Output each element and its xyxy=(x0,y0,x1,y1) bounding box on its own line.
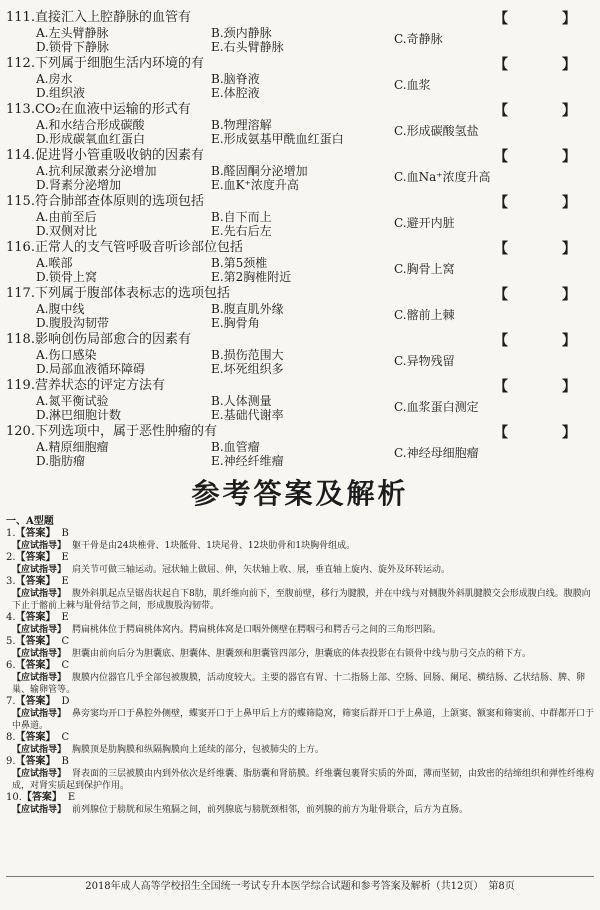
question-stem: 119.营养状态的评定方法有 xyxy=(6,378,165,393)
answer-bracket: 【 】 xyxy=(494,103,596,119)
option-e: E.坏死组织多 xyxy=(211,362,284,376)
answer-bracket: 【 】 xyxy=(494,333,596,349)
option-e: E.胸骨角 xyxy=(211,316,260,330)
option-d: D.锁骨下静脉 xyxy=(36,40,110,54)
question-item xyxy=(6,148,598,194)
option-e: E.第2胸椎附近 xyxy=(211,270,292,284)
answer-number: 10. xyxy=(6,792,22,803)
guide-tag: 【应试指导】 xyxy=(12,709,67,719)
question-item xyxy=(6,194,598,240)
answer-bracket: 【 】 xyxy=(494,425,596,441)
option-c: C.血浆 xyxy=(394,78,431,92)
option-d: D.肾素分泌增加 xyxy=(36,178,122,192)
guide-text: 腹外斜肌起点呈锯齿状起自下8肋，肌纤维向前下，至腹前壁，移行为腱膜，并在中线与对侧腹外斜肌腱膜交会形成腹白线。腹膜向下止于髂前上棘与耻骨结节之间，形成腹股沟韧带。 xyxy=(12,589,591,611)
option-b: B.颈内静脉 xyxy=(211,26,272,40)
guide-tag: 【应试指导】 xyxy=(12,649,67,659)
answer-bracket: 【 】 xyxy=(494,195,596,211)
option-d: D.形成碳氧血红蛋白 xyxy=(36,132,146,146)
option-d: D.锁骨上窝 xyxy=(36,270,98,284)
option-a: A.喉部 xyxy=(36,256,73,270)
question-item xyxy=(6,286,598,332)
explanation xyxy=(12,708,598,732)
guide-text: 前列腺位于膀胱和尿生殖膈之间，前列腺底与膀胱颈相邻，前列腺的前方为耻骨联合，后方为直肠。 xyxy=(72,805,469,815)
answer-bracket: 【 】 xyxy=(494,379,596,395)
answer-tag: 【答案】 xyxy=(15,756,56,767)
explanation xyxy=(12,804,598,816)
answer-tag: 【答案】 xyxy=(21,792,62,803)
option-d: D.局部血液循环障碍 xyxy=(36,362,146,376)
option-c: C.避开内脏 xyxy=(394,216,455,230)
question-stem: 120.下列选项中，属于恶性肿瘤的有 xyxy=(6,424,217,439)
answer-row xyxy=(6,660,598,672)
answer-section xyxy=(6,516,598,816)
option-c: C.血Na⁺浓度升高 xyxy=(394,170,491,184)
answer-tag: 【答案】 xyxy=(15,528,56,539)
answer-tag: 【答案】 xyxy=(15,612,56,623)
answer-tag: 【答案】 xyxy=(15,576,56,587)
guide-text: 躯干骨是由24块椎骨、1块骶骨、1块尾骨、12块肋骨和1块胸骨组成。 xyxy=(72,541,356,551)
option-b: B.自下而上 xyxy=(211,210,272,224)
page-footer: 2018年成人高等学校招生全国统一考试专升本医学综合试题和参考答案及解析（共12页） 第8页 xyxy=(6,876,594,894)
answer-row xyxy=(6,636,598,648)
question-stem: 117.下列属于腹部体表标志的选项包括 xyxy=(6,286,230,301)
question-stem: 114.促进肾小管重吸收钠的因素有 xyxy=(6,148,204,163)
question-stem: 112.下列属于细胞生活内环境的有 xyxy=(6,56,204,71)
question-item xyxy=(6,332,598,378)
question-item xyxy=(6,424,598,470)
question-stem: 116.正常人的支气管呼吸音听诊部位包括 xyxy=(6,240,243,255)
section-heading: 一、A型题 xyxy=(6,516,54,527)
answer-tag: 【答案】 xyxy=(15,636,56,647)
answer-tag: 【答案】 xyxy=(15,552,56,563)
answer-value: D xyxy=(61,696,70,707)
guide-tag: 【应试指导】 xyxy=(12,673,67,683)
answer-number: 1. xyxy=(6,528,16,539)
option-b: B.物理溶解 xyxy=(211,118,272,132)
guide-tag: 【应试指导】 xyxy=(12,589,67,599)
option-c: C.神经母细胞瘤 xyxy=(394,446,479,460)
option-a: A.腹中线 xyxy=(36,302,85,316)
question-stem: 115.符合肺部查体原则的选项包括 xyxy=(6,194,204,209)
answer-number: 7. xyxy=(6,696,16,707)
answer-row xyxy=(6,756,598,768)
question-stem: 118.影响创伤局部愈合的因素有 xyxy=(6,332,191,347)
option-e: E.血K⁺浓度升高 xyxy=(211,178,299,192)
guide-text: 鼻旁窦均开口于鼻腔外侧壁，蝶窦开口于上鼻甲后上方的蝶筛隐窝，筛窦后群开口于上鼻道，上颌窦、额窦和筛窦前、中群都开口于中鼻道。 xyxy=(12,709,595,731)
explanation xyxy=(12,564,598,576)
guide-tag: 【应试指导】 xyxy=(12,745,67,755)
answer-value: B xyxy=(61,528,69,539)
option-c: C.胸骨上窝 xyxy=(394,262,455,276)
page-title: 参考答案及解析 xyxy=(191,477,409,510)
question-item xyxy=(6,102,598,148)
explanation xyxy=(12,624,598,636)
guide-text: 腹膜内位器官几乎全部包被腹膜，活动度较大。主要的器官有胃、十二指肠上部、空肠、回肠、阑尾、横结肠、乙状结肠、脾、卵巢、输卵管等。 xyxy=(12,673,586,695)
answer-number: 6. xyxy=(6,660,16,671)
answer-bracket: 【 】 xyxy=(494,287,596,303)
question-item xyxy=(6,10,598,56)
option-b: B.血管瘤 xyxy=(211,440,260,454)
option-c: C.形成碳酸氢盐 xyxy=(394,124,479,138)
guide-tag: 【应试指导】 xyxy=(12,625,67,635)
option-b: B.腹直肌外缘 xyxy=(211,302,284,316)
answer-number: 2. xyxy=(6,552,16,563)
guide-tag: 【应试指导】 xyxy=(12,565,67,575)
answer-bracket: 【 】 xyxy=(494,57,596,73)
guide-text: 胸膜顶是肋胸膜和纵隔胸膜向上延续的部分，包被肺尖的上方。 xyxy=(72,745,325,755)
answer-tag: 【答案】 xyxy=(15,732,56,743)
answer-row xyxy=(6,576,598,588)
answer-tag: 【答案】 xyxy=(15,696,56,707)
question-stem: 113.CO₂在血液中运输的形式有 xyxy=(6,102,191,117)
guide-tag: 【应试指导】 xyxy=(12,805,67,815)
answer-number: 9. xyxy=(6,756,16,767)
option-c: C.奇静脉 xyxy=(394,32,443,46)
explanation xyxy=(12,588,598,612)
answer-value: C xyxy=(61,636,70,647)
answer-row xyxy=(6,552,598,564)
answer-row xyxy=(6,696,598,708)
option-a: A.和水结合形成碳酸 xyxy=(36,118,145,132)
answer-value: E xyxy=(67,792,76,803)
option-d: D.脂肪瘤 xyxy=(36,454,86,468)
option-a: A.抗利尿激素分泌增加 xyxy=(36,164,157,178)
guide-tag: 【应试指导】 xyxy=(12,769,67,779)
question-list xyxy=(6,10,598,470)
answer-value: E xyxy=(61,552,69,563)
explanation xyxy=(12,672,598,696)
option-a: A.伤口感染 xyxy=(36,348,97,362)
option-e: E.形成氨基甲酰血红蛋白 xyxy=(211,132,344,146)
answer-number: 3. xyxy=(6,576,16,587)
answer-bracket: 【 】 xyxy=(494,241,596,257)
option-e: E.基础代谢率 xyxy=(211,408,284,422)
option-e: E.神经纤维瘤 xyxy=(211,454,284,468)
option-a: A.精原细胞瘤 xyxy=(36,440,109,454)
option-c: C.髂前上棘 xyxy=(394,308,455,322)
option-d: D.双侧对比 xyxy=(36,224,98,238)
option-e: E.体腔液 xyxy=(211,86,260,100)
option-b: B.脑脊液 xyxy=(211,72,260,86)
answer-bracket: 【 】 xyxy=(494,11,596,27)
answer-list xyxy=(6,528,598,816)
question-item xyxy=(6,56,598,102)
option-b: B.第5颈椎 xyxy=(211,256,268,270)
answer-row xyxy=(6,732,598,744)
option-b: B.醛固酮分泌增加 xyxy=(211,164,308,178)
answer-value: C xyxy=(61,660,70,671)
option-a: A.由前至后 xyxy=(36,210,97,224)
answer-value: E xyxy=(61,576,69,587)
question-stem: 111.直接汇入上腔静脉的血管有 xyxy=(6,10,191,25)
answer-row xyxy=(6,528,598,540)
explanation xyxy=(12,540,598,552)
explanation xyxy=(12,744,598,756)
option-a: A.氮平衡试验 xyxy=(36,394,109,408)
option-d: D.腹股沟韧带 xyxy=(36,316,110,330)
answer-row xyxy=(6,792,598,804)
option-e: E.右头臂静脉 xyxy=(211,40,284,54)
answer-bracket: 【 】 xyxy=(494,149,596,165)
guide-text: 肾表面的三层被膜由内到外依次是纤维囊、脂肪囊和肾筋膜。纤维囊包裹肾实质的外面，薄而坚韧，由致密的结缔组织和弹性纤维构成，对肾实质起到保护作用。 xyxy=(12,769,595,791)
guide-text: 腭扁桃体位于腭扁桃体窝内。腭扁桃体窝是口咽外侧壁在腭咽弓和腭舌弓之间的三角形凹陷。 xyxy=(72,625,442,635)
option-b: B.损伤范围大 xyxy=(211,348,284,362)
answer-tag: 【答案】 xyxy=(15,660,56,671)
option-c: C.异物残留 xyxy=(394,354,455,368)
question-item xyxy=(6,378,598,424)
option-a: A.左头臂静脉 xyxy=(36,26,109,40)
answer-row xyxy=(6,612,598,624)
explanation xyxy=(12,768,598,792)
option-c: C.血浆蛋白测定 xyxy=(394,400,479,414)
answer-value: C xyxy=(61,732,70,743)
guide-text: 肩关节可做三轴运动。冠状轴上做屈、伸，矢状轴上收、展，垂直轴上旋内、旋外及环转运动。 xyxy=(72,565,451,575)
option-e: E.先右后左 xyxy=(211,224,272,238)
answer-number: 8. xyxy=(6,732,16,743)
option-b: B.人体测量 xyxy=(211,394,272,408)
answer-number: 5. xyxy=(6,636,16,647)
option-d: D.淋巴细胞计数 xyxy=(36,408,122,422)
option-d: D.组织液 xyxy=(36,86,86,100)
explanation xyxy=(12,648,598,660)
answer-number: 4. xyxy=(6,612,16,623)
answer-value: E xyxy=(61,612,69,623)
answer-value: B xyxy=(61,756,69,767)
guide-text: 胆囊由前向后分为胆囊底、胆囊体、胆囊颈和胆囊管四部分，胆囊底的体表投影在右锁骨中线与肋弓交点的稍下方。 xyxy=(72,649,532,659)
guide-tag: 【应试指导】 xyxy=(12,541,67,551)
question-item xyxy=(6,240,598,286)
option-a: A.房水 xyxy=(36,72,73,86)
